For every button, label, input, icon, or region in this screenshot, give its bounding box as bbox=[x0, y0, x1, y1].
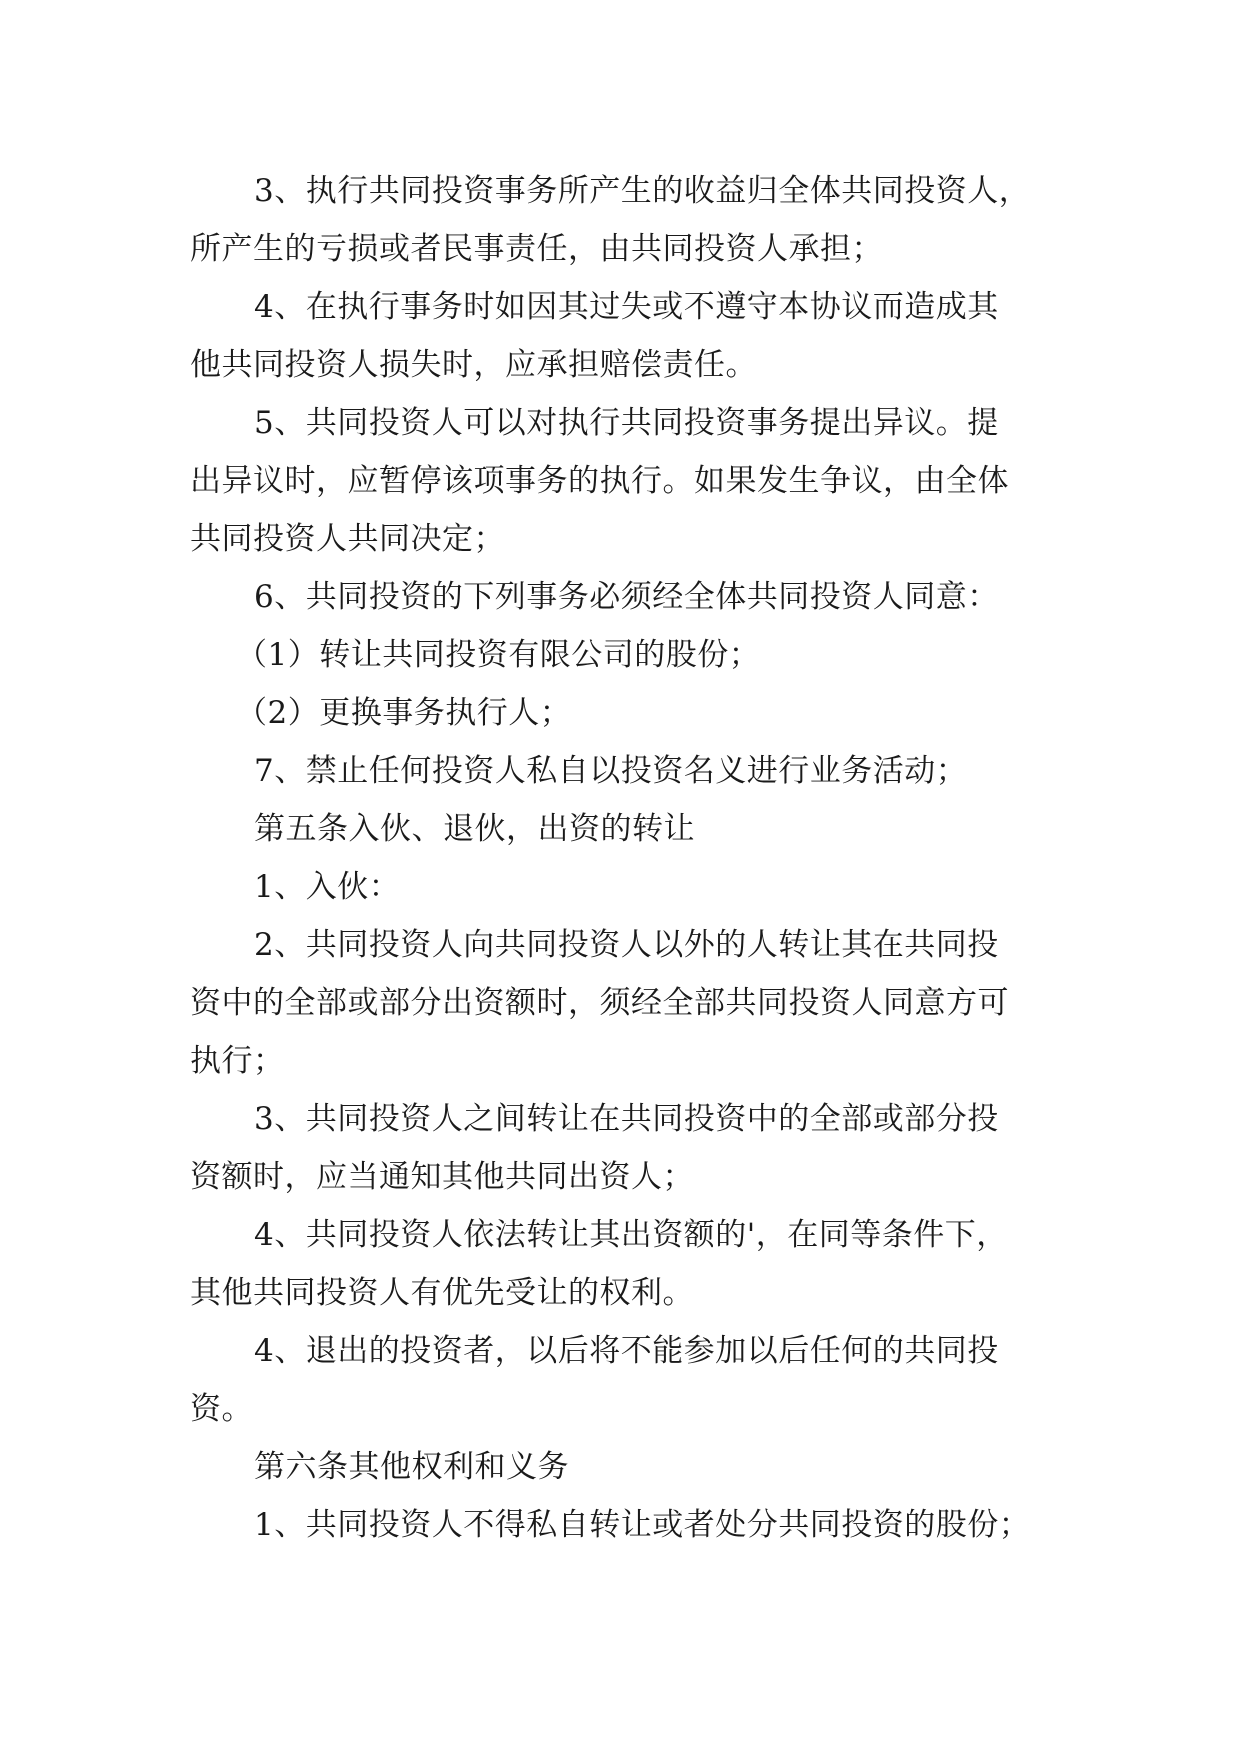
paragraph-line: 执行； bbox=[190, 1043, 285, 1079]
paragraph-line: 资中的全部或部分出资额时，须经全部共同投资人同意方可 bbox=[190, 985, 1009, 1021]
paragraph-line: 资。 bbox=[190, 1391, 253, 1427]
paragraph-line: 3、共同投资人之间转让在共同投资中的全部或部分投 bbox=[254, 1101, 999, 1137]
paragraph-line: 其他共同投资人有优先受让的权利。 bbox=[190, 1275, 694, 1311]
list-item: （1）转让共同投资有限公司的股份； bbox=[236, 637, 761, 673]
paragraph-line: 4、退出的投资者，以后将不能参加以后任何的共同投 bbox=[254, 1333, 999, 1369]
paragraph-line: 4、在执行事务时如因其过失或不遵守本协议而造成其 bbox=[254, 289, 999, 325]
paragraph-line: 所产生的亏损或者民事责任，由共同投资人承担； bbox=[190, 231, 883, 267]
section-heading: 第六条其他权利和义务 bbox=[254, 1449, 569, 1485]
paragraph-line: 4、共同投资人依法转让其出资额的'，在同等条件下， bbox=[254, 1217, 1008, 1253]
paragraph-line: 5、共同投资人可以对执行共同投资事务提出异议。提 bbox=[254, 405, 999, 441]
paragraph-line: 出异议时，应暂停该项事务的执行。如果发生争议，由全体 bbox=[190, 463, 1009, 499]
paragraph-line: 2、共同投资人向共同投资人以外的人转让其在共同投 bbox=[254, 927, 999, 963]
paragraph-line: 1、入伙： bbox=[254, 869, 401, 905]
paragraph-line: 他共同投资人损失时，应承担赔偿责任。 bbox=[190, 347, 757, 383]
paragraph-line: 7、禁止任何投资人私自以投资名义进行业务活动； bbox=[254, 753, 968, 789]
paragraph-line: 3、执行共同投资事务所产生的收益归全体共同投资人， bbox=[254, 173, 1031, 209]
document-page bbox=[190, 162, 1050, 1554]
paragraph-line: 共同投资人共同决定； bbox=[190, 521, 505, 557]
section-heading: 第五条入伙、退伙，出资的转让 bbox=[254, 811, 695, 847]
paragraph-line: 资额时，应当通知其他共同出资人； bbox=[190, 1159, 694, 1195]
paragraph-line: 1、共同投资人不得私自转让或者处分共同投资的股份； bbox=[254, 1507, 1031, 1543]
list-item: （2）更换事务执行人； bbox=[236, 695, 572, 731]
paragraph-line: 6、共同投资的下列事务必须经全体共同投资人同意： bbox=[254, 579, 999, 615]
